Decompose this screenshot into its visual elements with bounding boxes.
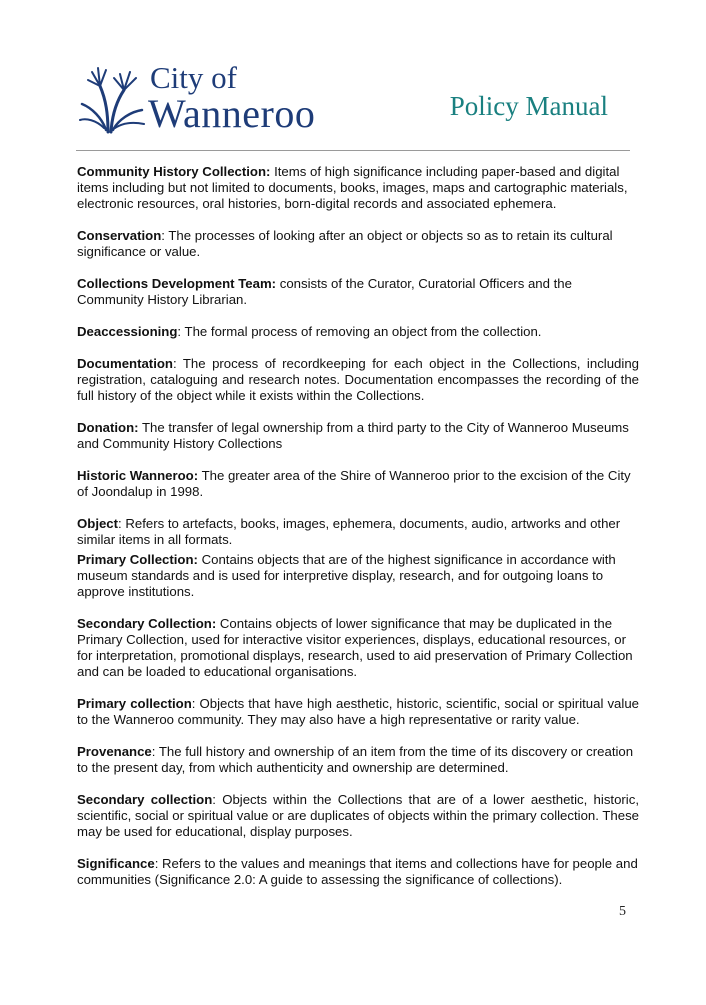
grass-tree-logo-icon bbox=[78, 64, 148, 134]
definition-text: : The formal process of removing an object from the collection. bbox=[177, 324, 542, 339]
definition-text: : The processes of looking after an object or objects so as to retain its cultural significance or value. bbox=[77, 228, 613, 259]
definitions-list bbox=[77, 164, 639, 904]
page-number: 5 bbox=[619, 904, 626, 919]
definition-text: : Refers to artefacts, books, images, ephemera, documents, audio, artworks and other similar items in all formats. bbox=[77, 516, 621, 547]
logo-wanneroo-text: Wanneroo bbox=[148, 91, 316, 136]
definition-text: The greater area of the Shire of Wanneroo prior to the excision of the City of Joondalup in 1998. bbox=[77, 468, 631, 499]
definition-text: Contains objects of lower significance that may be duplicated in the Primary Collection, used for interactive visitor experiences, displays, educational resources, or for interpretation, promotional displays, research, used to aid preservation of Primary Collection and can be loaded to educational organisations. bbox=[77, 616, 633, 679]
definition-donation bbox=[77, 420, 639, 452]
definition-term: Primary collection bbox=[77, 696, 192, 711]
definition-text: Contains objects that are of the highest significance in accordance with museum standards and is used for interpretive display, research, and for outgoing loans to approve institutions. bbox=[77, 552, 616, 599]
definition-term: Primary Collection: bbox=[77, 552, 198, 567]
definition-term: Significance bbox=[77, 856, 155, 871]
definition-text: : The full history and ownership of an item from the time of its discovery or creation to the present day, from which authenticity and ownership are determined. bbox=[77, 744, 634, 775]
definition-text: : Refers to the values and meanings that items and collections have for people and communities (Significance 2.0: A guide to assessing the significance of collections). bbox=[77, 856, 638, 887]
definition-text: : The process of recordkeeping for each object in the Collections, including registration, cataloguing and research notes. Documentation encompasses the recording of the full history of the object while it exists within the Collections. bbox=[77, 356, 639, 403]
definition-term: Deaccessioning bbox=[77, 324, 178, 339]
definition-collections-development-team bbox=[77, 276, 639, 308]
definition-term: Secondary Collection: bbox=[77, 616, 217, 631]
definition-provenance bbox=[77, 744, 639, 776]
definition-text: : Objects within the Collections that are of a lower aesthetic, historic, scientific, social or spiritual value or are duplicates of objects within the primary collection. These may be used for educational, display purposes. bbox=[77, 792, 639, 839]
definition-term: Collections Development Team: bbox=[77, 276, 277, 291]
definition-conservation bbox=[77, 228, 639, 260]
definition-primary-collection bbox=[77, 552, 639, 600]
definition-secondary-collection bbox=[77, 616, 639, 680]
definition-primary-collection-value bbox=[77, 696, 639, 728]
city-of-wanneroo-logo bbox=[78, 58, 338, 138]
definition-secondary-collection-value bbox=[77, 792, 639, 840]
definition-documentation bbox=[77, 356, 639, 404]
definition-term: Community History Collection: bbox=[77, 164, 271, 179]
definition-term: Secondary collection bbox=[77, 792, 213, 807]
definition-community-history-collection bbox=[77, 164, 639, 212]
definition-term: Object bbox=[77, 516, 119, 531]
logo-city-of-text: City of bbox=[150, 60, 237, 95]
definition-text: consists of the Curator, Curatorial Officers and the Community History Librarian. bbox=[77, 276, 572, 307]
definition-text: Items of high significance including paper-based and digital items including but not limited to documents, books, images, maps and cartographic materials, electronic resources, oral histories, born-digital records and associated ephemera. bbox=[77, 164, 628, 211]
definition-significance bbox=[77, 856, 639, 888]
definition-term: Conservation bbox=[77, 228, 162, 243]
definition-text: The transfer of legal ownership from a third party to the City of Wanneroo Museums and Community History Collections bbox=[77, 420, 629, 451]
definition-term: Provenance bbox=[77, 744, 152, 759]
definition-term: Historic Wanneroo: bbox=[77, 468, 199, 483]
definition-term: Documentation bbox=[77, 356, 173, 371]
policy-manual-title: Policy Manual bbox=[449, 91, 608, 121]
definition-deaccessioning bbox=[77, 324, 639, 340]
definition-text: : Objects that have high aesthetic, historic, scientific, social or spiritual value to the Wanneroo community. They may also have a high representative or rarity value. bbox=[77, 696, 639, 727]
page-header bbox=[0, 0, 706, 152]
definition-term: Donation: bbox=[77, 420, 139, 435]
header-divider bbox=[76, 150, 630, 151]
definition-object bbox=[77, 516, 639, 548]
definition-historic-wanneroo bbox=[77, 468, 639, 500]
